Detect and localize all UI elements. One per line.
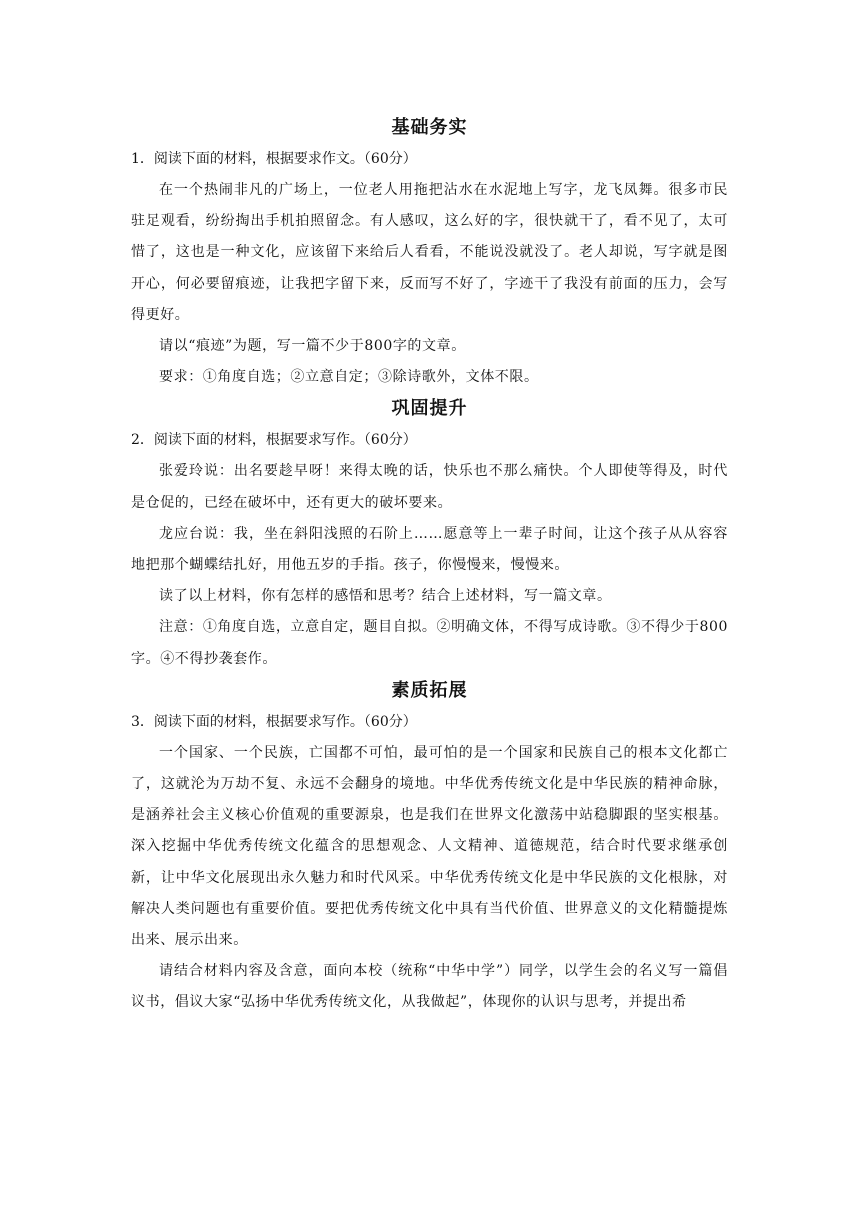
section-title-expand: 素质拓展: [391, 679, 468, 701]
question-3-prompt: 请结合材料内容及含意，面向本校（统称“中华中学”）同学，以学生会的名义写一篇倡议书，倡议大家“弘扬中华优秀传统文化，从我做起”，体现你的认识与思考，并提出希: [131, 963, 728, 1011]
question-2-material-long: 龙应台说：我，坐在斜阳浅照的石阶上……愿意等上一辈子时间，让这个孩子从从容容地把那个蝴蝶结扎好，用他五岁的手指。孩子，你慢慢来，慢慢来。: [131, 525, 728, 574]
question-2-material-zhang: 张爱玲说：出名要趁早呀！来得太晚的话，快乐也不那么痛快。个人即使等得及，时代是仓促的，已经在破坏中，还有更大的破坏要来。: [131, 463, 728, 511]
question-3-heading: 3．阅读下面的材料，根据要求写作。（60分）: [131, 713, 417, 730]
question-1-prompt: 请以“痕迹”为题，写一篇不少于800字的文章。: [159, 338, 466, 355]
section-title-basic: 基础务实: [391, 117, 468, 138]
question-1-material: 在一个热闹非凡的广场上，一位老人用拖把沾水在水泥地上写字，龙飞凤舞。很多市民驻足观看，纷纷掏出手机拍照留念。有人感叹，这么好的字，很快就干了，看不见了，太可惜了，这也是一种文化，应该留下来给后人看看，不能说没就没了。老人却说，写字就是图开心，何必要留痕迹，让我把字留下来，反而写不好了，字迹干了我没有前面的压力，会写得更好。: [131, 182, 728, 323]
question-2-heading: 2．阅读下面的材料，根据要求写作。（60分）: [131, 432, 417, 449]
section-title-consolidate: 巩固提升: [391, 398, 468, 420]
question-2-prompt: 读了以上材料，你有怎样的感悟和思考？结合上述材料，写一篇文章。: [159, 588, 612, 605]
question-1-heading: 1．阅读下面的材料，根据要求作文。（60分）: [131, 151, 417, 167]
question-3-material: 一个国家、一个民族，亡国都不可怕，最可怕的是一个国家和民族自己的根本文化都亡了，这就沦为万劫不复、永远不会翻身的境地。中华优秀传统文化是中华民族的精神命脉，是涵养社会主义核心价值观的重要源泉，也是我们在世界文化激荡中站稳脚跟的坚实根基。深入挖掘中华优秀传统文化蕴含的思想观念、人文精神、道德规范，结合时代要求继承创新，让中华文化展现出永久魅力和时代风采。中华优秀传统文化是中华民族的文化根脉，对解决人类问题也有重要价值。要把优秀传统文化中具有当代价值、世界意义的文化精髓提炼出来、展示出来。: [131, 744, 728, 949]
document-content: [131, 112, 728, 1019]
question-1-requirements: 要求：①角度自选；②立意自定；③除诗歌外，文体不限。: [159, 369, 539, 386]
question-2-notes: 注意：①角度自选，立意自定，题目自拟。②明确文体，不得写成诗歌。③不得少于800字。④不得抄袭套作。: [131, 619, 728, 667]
